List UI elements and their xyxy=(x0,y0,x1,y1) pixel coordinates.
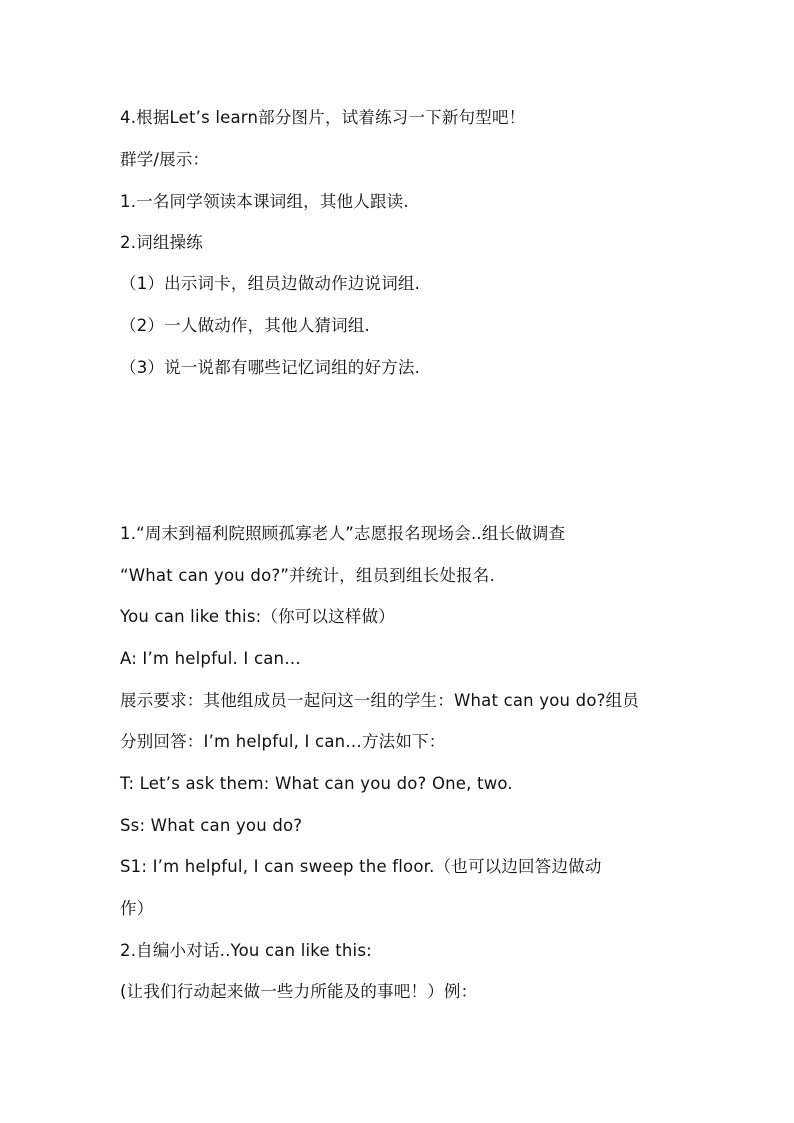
display-requirement-line-2: 分别回答：I’m helpful, I can…方法如下： xyxy=(120,732,446,751)
dialogue-line-s1-cont: 作） xyxy=(120,899,154,918)
step-1-read-aloud: 1.一名同学领读本课词组，其他人跟读. xyxy=(120,192,409,211)
example-line-a: A: I’m helpful. I can… xyxy=(120,649,301,668)
drill-item-2: （2）一人做动作，其他人猜词组. xyxy=(120,316,370,335)
dialogue-line-t: T: Let’s ask them: What can you do? One, two. xyxy=(120,774,513,793)
example-intro: You can like this:（你可以这样做） xyxy=(120,607,395,626)
activity-1-line-1: 1.“周末到福利院照顾孤寡老人”志愿报名现场会..组长做调查 xyxy=(120,524,566,543)
instruction-line-4: 4.根据Let’s learn部分图片，试着练习一下新句型吧！ xyxy=(120,108,526,127)
group-study-heading: 群学/展示： xyxy=(120,150,210,169)
display-requirement-line-1: 展示要求：其他组成员一起问这一组的学生：What can you do?组员 xyxy=(120,691,639,710)
step-2-phrase-drill: 2.词组操练 xyxy=(120,233,203,252)
dialogue-line-s1: S1: I’m helpful, I can sweep the floor.（也可以边回答边做动 xyxy=(120,857,602,876)
activity-2-example: (让我们行动起来做一些力所能及的事吧！）例： xyxy=(120,982,478,1001)
activity-1-line-2: “What can you do?”并统计，组员到组长处报名. xyxy=(120,566,495,585)
activity-2-heading: 2.自编小对话..You can like this: xyxy=(120,941,372,960)
drill-item-1: （1）出示词卡，组员边做动作边说词组. xyxy=(120,274,421,293)
dialogue-line-ss: Ss: What can you do? xyxy=(120,816,303,835)
drill-item-3: （3）说一说都有哪些记忆词组的好方法. xyxy=(120,358,421,377)
